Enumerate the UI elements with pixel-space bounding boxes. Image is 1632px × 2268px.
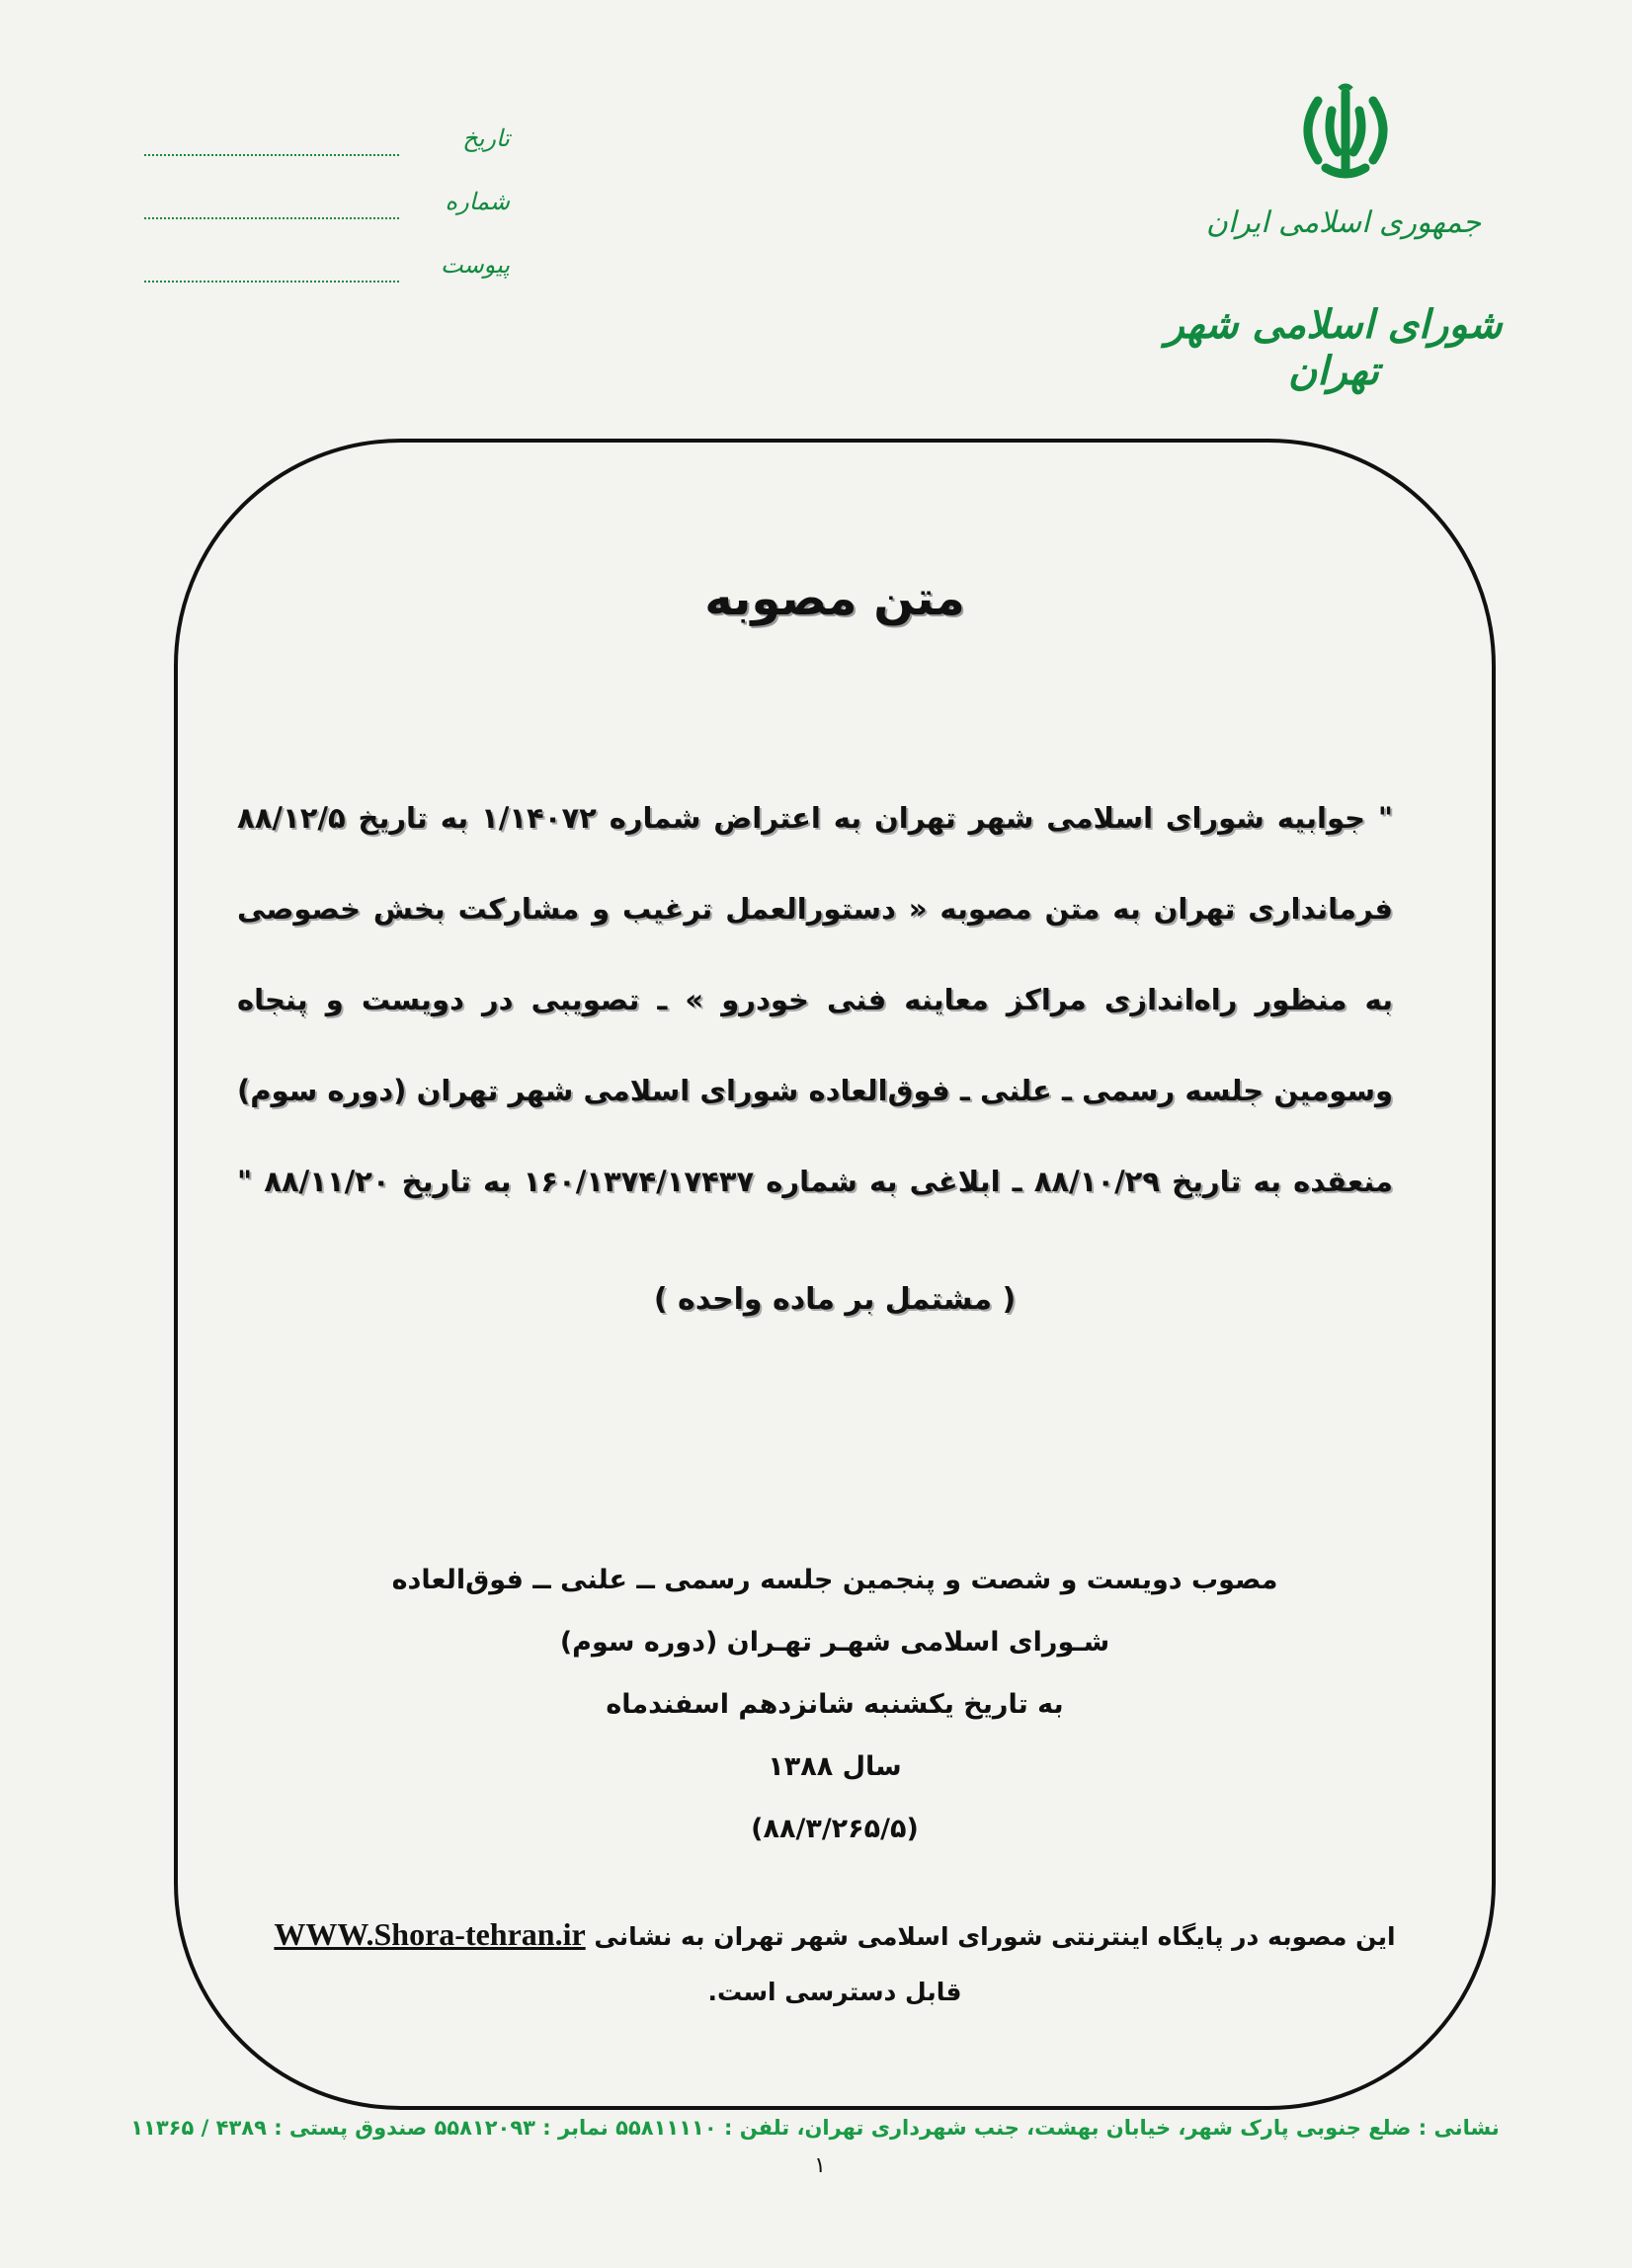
attachment-field[interactable] [144, 251, 510, 290]
document-title: متن مصوبه [704, 571, 965, 626]
approval-block [174, 1549, 1496, 1860]
web-notice-suffix: قابل دسترسی است. [707, 1978, 962, 2006]
resolution-body: " جوابیه شورای اسلامی شهر تهران به اعتراض شماره ۱/۱۴۰۷۲ به تاریخ ۸۸/۱۲/۵ فرمانداری تهران به متن مصوبه « دستورالعمل ترغیب و مشارکت بخش خصوصی به منظور راه‌اندازی مراکز معاینه فنی خودرو » ـ تصویبی در دویست و پنجاه وسومین جلسه رسمی ـ علنی ـ فوق‌العاده شورای اسلامی شهر تهران (دوره سوم) منعقده به تاریخ ۸۸/۱۰/۲۹ ـ ابلاغی به شماره ۱۶۰/۱۳۷۴/۱۷۴۳۷ به تاریخ ۸۸/۱۱/۲۰ " [237, 801, 1394, 1198]
web-notice [174, 1906, 1496, 2020]
website-link[interactable]: WWW.Shora-tehran.ir [274, 1916, 586, 1952]
approval-line: شـورای اسلامی شهـر تهـران (دوره سوم) [559, 1627, 1110, 1658]
country-name: جمهوری اسلامی ایران [1205, 205, 1482, 240]
date-line [144, 154, 399, 156]
web-notice-prefix: این مصوبه در پایگاه اینترنتی شورای اسلامی شهر تهران به نشانی [594, 1922, 1396, 1951]
number-label: شماره [445, 188, 510, 215]
date-field[interactable] [144, 124, 510, 164]
iran-emblem-icon [1296, 81, 1395, 190]
approval-line: سال ۱۳۸۸ [768, 1751, 902, 1782]
date-label: تاریخ [462, 124, 510, 152]
number-field[interactable] [144, 188, 510, 227]
organization-name: شورای اسلامی شهر تهران [1165, 301, 1503, 394]
footer-address: نشانی : ضلع جنوبی پارک شهر، خیابان بهشت، جنب شهرداری تهران، تلفن : ۵۵۸۱۱۱۱۰ نمابر : ۵۵۸۱۲۰۹۳ صندوق پستی : ۴۳۸۹ / ۱۱۳۶۵ [130, 2116, 1500, 2140]
resolution-subtitle: ( مشتمل بر ماده واحده ) [653, 1282, 1017, 1317]
attachment-label: پیوست [441, 251, 510, 279]
approval-line: (۸۸/۳/۲۶۵/۵) [751, 1814, 919, 1844]
number-line [144, 217, 399, 219]
approval-line: مصوب دویست و شصت و پنجمین جلسه رسمی ــ علنی ــ فوق‌العاده [391, 1565, 1278, 1595]
attachment-line [144, 281, 399, 283]
page-number: ۱ [814, 2153, 826, 2178]
approval-line: به تاریخ یکشنبه شانزدهم اسفندماه [606, 1689, 1064, 1720]
